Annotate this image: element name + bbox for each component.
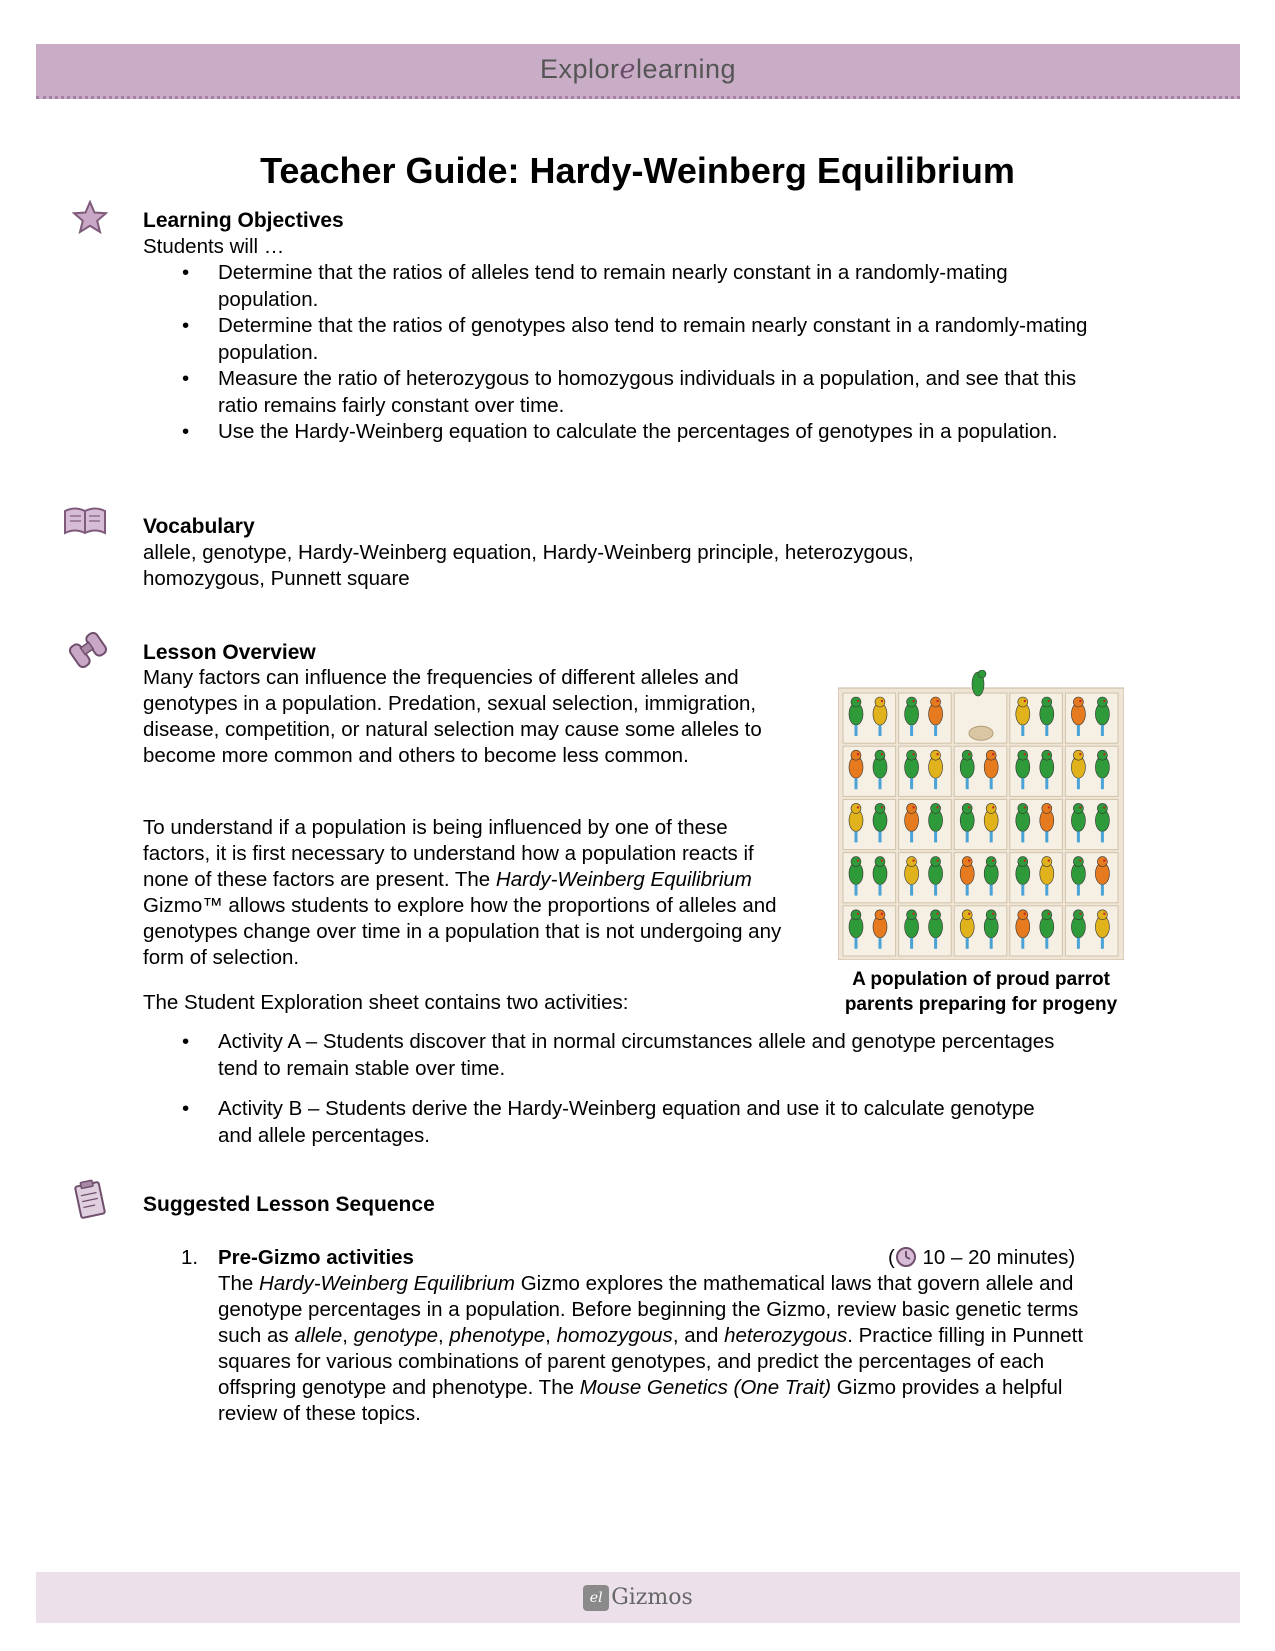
overview-paragraph-2: To understand if a population is being influenced by one of these factors, it is first necessary to understand how a population reacts if none of these factors are present. The Hardy-Weinberg Equilibrium Gizmo™ allows students to explore how the proportions of alleles and genotypes change over time in a population that is not undergoing any form of selection. xyxy=(143,816,782,969)
explorelearning-logo xyxy=(36,54,1240,85)
vocabulary-heading: Vocabulary xyxy=(143,515,255,538)
objective-item: • Determine that the ratios of genotypes also tend to remain nearly constant in a randomly-mating population. xyxy=(143,313,1093,366)
page-title: Teacher Guide: Hardy-Weinberg Equilibrium xyxy=(260,150,1015,191)
logo-text-part2: learning xyxy=(635,54,737,84)
gizmos-badge: el xyxy=(583,1585,609,1611)
objectives-heading: Learning Objectives xyxy=(143,209,344,232)
caption-line-1: A population of proud parrot xyxy=(852,969,1110,990)
star-icon xyxy=(72,200,108,234)
vocabulary-terms: allele, genotype, Hardy-Weinberg equation, Hardy-Weinberg principle, heterozygous, homozygous, Punnett square xyxy=(143,541,914,590)
objectives-list xyxy=(143,260,1093,446)
gizmos-logo-text: Gizmos xyxy=(611,1585,693,1610)
gizmos-logo xyxy=(36,1585,1240,1611)
step-body: The Hardy-Weinberg Equilibrium Gizmo explores the mathematical laws that govern allele and genotype percentages in a population. Before beginning the Gizmo, review basic genetic terms such as allele, genotype, phenotype, homozygous, and heterozygous. Practice filling in Punnett squares for various combinations of parent genotypes, and predict the percentages of each offspring genotype and phenotype. The Mouse Genetics (One Trait) Gizmo provides a helpful review of these topics. xyxy=(218,1272,1084,1425)
activity-item: • Activity B – Students derive the Hardy-Weinberg equation and use it to calculate genotype and allele percentages. xyxy=(143,1096,1073,1149)
objectives-intro: Students will … xyxy=(143,235,285,258)
objective-item: • Measure the ratio of heterozygous to homozygous individuals in a population, and see that this ratio remains fairly constant over time. xyxy=(143,366,1093,419)
image-caption xyxy=(820,967,1142,1017)
activities-list xyxy=(143,1029,1073,1163)
objective-item: • Use the Hardy-Weinberg equation to calculate the percentages of genotypes in a population. xyxy=(143,419,1093,446)
logo-text-part1: Explor xyxy=(539,54,620,84)
clipboard-icon xyxy=(70,1178,110,1222)
objective-item: • Determine that the ratios of alleles tend to remain nearly constant in a randomly-mating population. xyxy=(143,260,1093,313)
sequence-heading: Suggested Lesson Sequence xyxy=(143,1193,435,1216)
overview-heading: Lesson Overview xyxy=(143,641,316,664)
step-time: ( 10 – 20 minutes) xyxy=(888,1246,1076,1269)
activity-item: • Activity A – Students discover that in normal circumstances allele and genotype percentages tend to remain stable over time. xyxy=(143,1029,1073,1082)
parrot-population-image xyxy=(838,670,1124,960)
activities-intro: The Student Exploration sheet contains two activities: xyxy=(143,991,629,1014)
caption-line-2: parents preparing for progeny xyxy=(844,994,1118,1015)
logo-swirl: e xyxy=(619,54,636,85)
binoculars-icon xyxy=(66,630,110,670)
book-icon xyxy=(62,505,108,537)
overview-paragraph-1: Many factors can influence the frequencies of different alleles and genotypes in a population. Predation, sexual selection, immigration, disease, competition, or natural selection may cause some alleles to become more common and others to become less common. xyxy=(143,666,762,767)
header-bar xyxy=(36,44,1240,99)
step-number: 1. xyxy=(181,1246,199,1269)
footer-bar xyxy=(36,1572,1240,1623)
step-title: Pre-Gizmo activities xyxy=(218,1246,414,1269)
clock-icon xyxy=(895,1246,917,1268)
